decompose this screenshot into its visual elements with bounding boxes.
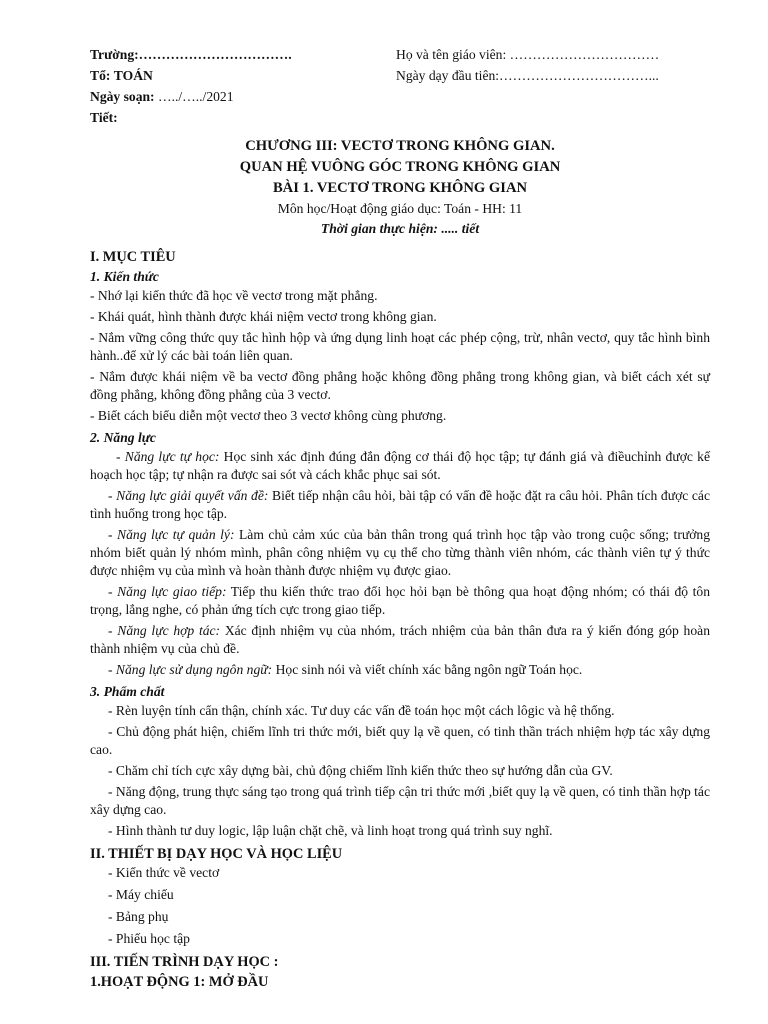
chapter-title: CHƯƠNG III: VECTƠ TRONG KHÔNG GIAN. <box>245 138 555 154</box>
dept-value: TOÁN <box>113 68 153 83</box>
title-block <box>90 136 710 239</box>
first-day-line: Ngày dạy đầu tiên:……………………………... <box>396 68 659 83</box>
competence-item <box>90 583 710 619</box>
competence-text: Làm chủ cảm xúc của bản thân trong quá trình học tập vào trong cuộc sống; trưởng nhóm biết quản lý nhóm mình, phân công nhiệm vụ cụ thể cho từng thành viên nhóm, các thành viên tự ý thức được nhiệm vụ của mình và hoàn thành được nhiệm vụ được giao. <box>90 527 710 578</box>
school-value: ……………………………. <box>138 47 292 62</box>
knowledge-item: - Nhớ lại kiến thức đã học về vectơ trong mặt phẳng. <box>90 288 378 303</box>
competence-label: - Năng lực giao tiếp: <box>108 584 227 599</box>
dept-label: Tổ: <box>90 68 111 83</box>
quality-heading: 3. Phẩm chất <box>90 684 165 699</box>
competence-label: - Năng lực tự quản lý: <box>108 527 235 542</box>
knowledge-item: - Khái quát, hình thành được khái niệm vectơ trong không gian. <box>90 309 437 324</box>
subchapter-title: QUAN HỆ VUÔNG GÓC TRONG KHÔNG GIAN <box>239 159 561 175</box>
competence-text: Học sinh xác định đúng đắn động cơ thái độ học tập; tự đánh giá và điềuchỉnh được kế hoạch học tập; tự nhận ra được sai sót và cách khắc phục sai sót. <box>90 449 710 482</box>
school-line <box>90 46 292 64</box>
document-content <box>90 46 710 992</box>
quality-item: - Năng động, trung thực sáng tạo trong quá trình tiếp cận tri thức mới ,biết quy lạ về quen, có tinh thần hợp tác xây dựng cao. <box>90 784 710 817</box>
competence-label: - Năng lực giải quyết vấn đề: <box>108 488 269 503</box>
date-label: Ngày soạn: <box>90 89 155 104</box>
knowledge-item: - Nắm được khái niệm về ba vectơ đồng phẳng hoặc không đồng phẳng trong không gian, và biết cách xét sự đồng phẳng, không đồng phẳng của 3 vectơ. <box>90 369 710 402</box>
quality-item: - Hình thành tư duy logic, lập luận chặt chẽ, và linh hoạt trong quá trình suy nghĩ. <box>108 823 553 838</box>
competence-label: - Năng lực sử dụng ngôn ngữ: <box>108 662 273 677</box>
subject-line: Môn học/Hoạt động giáo dục: Toán - HH: 11 <box>277 201 523 216</box>
competence-heading: 2. Năng lực <box>90 430 156 445</box>
activity-1-heading: 1.HOẠT ĐỘNG 1: MỞ ĐẦU <box>90 974 269 990</box>
section-2-heading: II. THIẾT BỊ DẠY HỌC VÀ HỌC LIỆU <box>90 846 343 862</box>
knowledge-item: - Biết cách biểu diễn một vectơ theo 3 vectơ không cùng phương. <box>90 408 447 423</box>
knowledge-item: - Nắm vững công thức quy tắc hình hộp và ứng dụng linh hoạt các phép cộng, trừ, nhân vectơ, quy tắc hình bình hành..để xử lý các bài toán liên quan. <box>90 330 710 363</box>
period-line <box>90 109 118 127</box>
competence-text: Học sinh nói và viết chính xác bằng ngôn ngữ Toán học. <box>272 662 583 677</box>
competence-label: - Năng lực hợp tác: <box>108 623 221 638</box>
competence-item <box>90 661 710 679</box>
equipment-item: - Bảng phụ <box>108 909 169 924</box>
competence-text: Tiếp thu kiến thức trao đổi học hỏi bạn bè thông qua hoạt động nhóm; có thái độ tôn trọng, lắng nghe, có phản ứng tích cực trong giao tiếp. <box>90 584 710 617</box>
competence-text: Xác định nhiệm vụ của nhóm, trách nhiệm của bản thân đưa ra ý kiến đóng góp hoàn thành nhiệm vụ của chủ đề. <box>90 623 710 656</box>
equipment-item: - Máy chiếu <box>108 887 174 902</box>
equipment-item: - Kiến thức về vectơ <box>108 865 220 880</box>
competence-text: Biết tiếp nhận câu hỏi, bài tập có vấn đề hoặc đặt ra câu hỏi. Phân tích được các tình huống trong học tập. <box>90 488 710 521</box>
time-line: Thời gian thực hiện: ..... tiết <box>320 221 480 236</box>
section-1-heading: I. MỤC TIÊU <box>90 249 176 265</box>
competence-label: - Năng lực tự học: <box>116 449 220 464</box>
date-value: …../…../2021 <box>157 89 234 104</box>
school-label: Trường: <box>90 47 139 62</box>
date-line <box>90 88 234 106</box>
equipment-item: - Phiếu học tập <box>108 931 190 946</box>
quality-item: - Chăm chỉ tích cực xây dựng bài, chủ động chiếm lĩnh kiến thức theo sự hướng dẫn của GV. <box>108 763 613 778</box>
teacher-line: Họ và tên giáo viên: …………………………… <box>396 47 660 62</box>
knowledge-heading: 1. Kiến thức <box>90 269 159 284</box>
quality-item: - Chủ động phát hiện, chiếm lĩnh tri thức mới, biết quy lạ về quen, có tinh thần trách nhiệm hợp tác xây dựng cao. <box>90 724 710 757</box>
document-header <box>90 46 710 130</box>
dept-line <box>90 67 153 85</box>
competence-item <box>90 487 710 523</box>
competence-item <box>90 448 710 484</box>
competence-item <box>90 526 710 580</box>
lesson-title: BÀI 1. VECTƠ TRONG KHÔNG GIAN <box>272 180 528 196</box>
competence-item <box>90 622 710 658</box>
section-3-heading: III. TIẾN TRÌNH DẠY HỌC : <box>90 954 279 970</box>
quality-item: - Rèn luyện tính cẩn thận, chính xác. Tư duy các vấn đề toán học một cách lôgic và hệ thống. <box>108 703 615 718</box>
period-label: Tiết: <box>90 110 118 125</box>
